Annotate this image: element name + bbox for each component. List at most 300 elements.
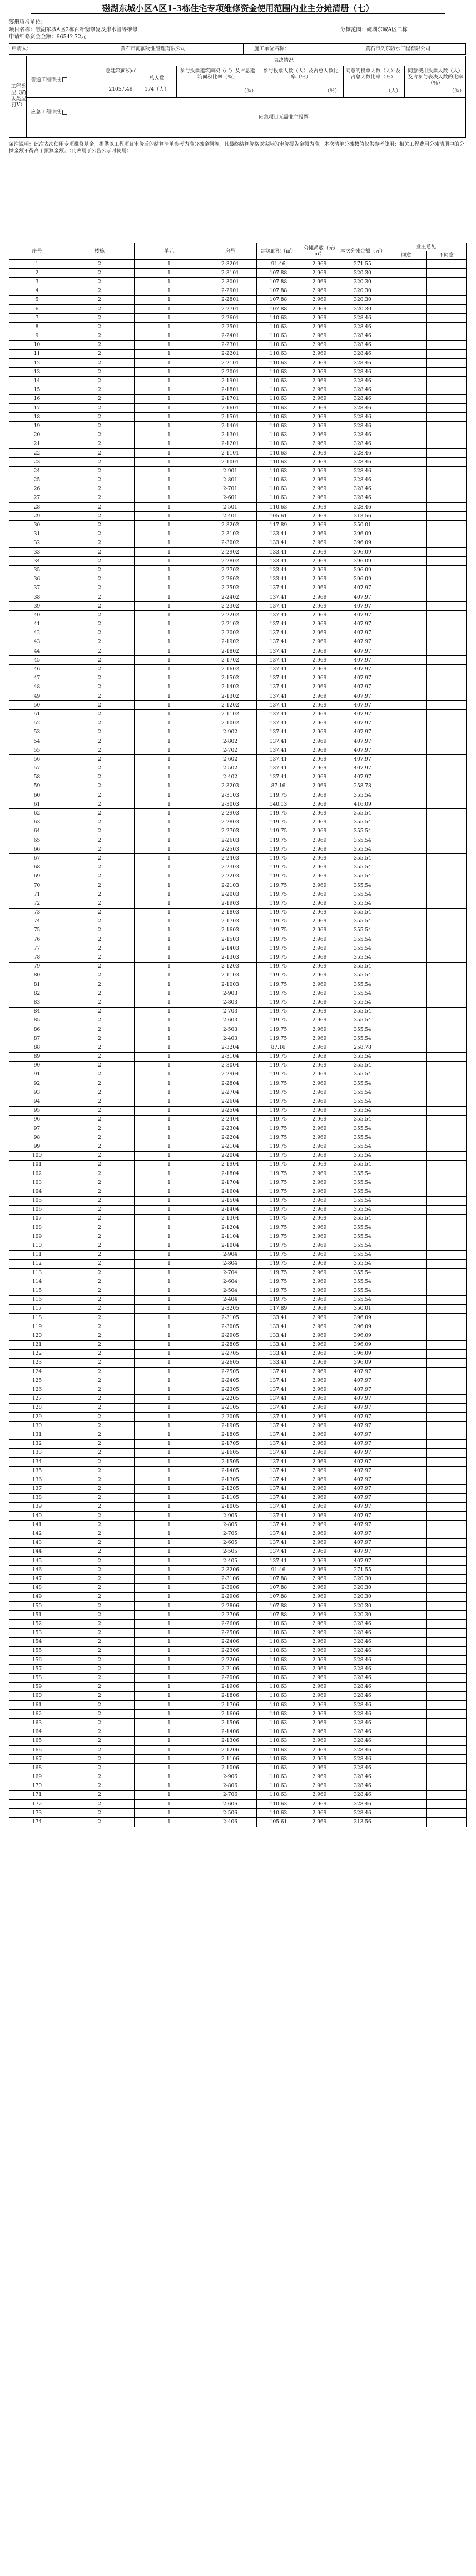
cell-agree[interactable]	[386, 1349, 427, 1358]
cell-disagree[interactable]	[427, 836, 467, 845]
cell-disagree[interactable]	[427, 683, 467, 692]
cell-agree[interactable]	[386, 1467, 427, 1475]
cell-agree[interactable]	[386, 1502, 427, 1511]
cell-disagree[interactable]	[427, 1340, 467, 1349]
cell-disagree[interactable]	[427, 323, 467, 332]
cell-agree[interactable]	[386, 1557, 427, 1566]
cell-disagree[interactable]	[427, 755, 467, 764]
cell-disagree[interactable]	[427, 710, 467, 719]
cell-disagree[interactable]	[427, 998, 467, 1007]
cell-agree[interactable]	[386, 827, 427, 836]
cell-disagree[interactable]	[427, 629, 467, 638]
cell-agree[interactable]	[386, 674, 427, 683]
cell-agree[interactable]	[386, 656, 427, 665]
cell-agree[interactable]	[386, 908, 427, 917]
type-normal-option[interactable]	[29, 77, 68, 83]
cell-agree[interactable]	[386, 944, 427, 953]
cell-agree[interactable]	[386, 881, 427, 890]
cell-agree[interactable]	[386, 458, 427, 467]
cell-agree[interactable]	[386, 1025, 427, 1034]
cell-agree[interactable]	[386, 1016, 427, 1025]
cell-agree[interactable]	[386, 1052, 427, 1061]
cell-agree[interactable]	[386, 1304, 427, 1313]
cell-disagree[interactable]	[427, 476, 467, 485]
cell-disagree[interactable]	[427, 1097, 467, 1106]
cell-disagree[interactable]	[427, 1529, 467, 1538]
cell-agree[interactable]	[386, 1151, 427, 1160]
cell-disagree[interactable]	[427, 1088, 467, 1097]
cell-agree[interactable]	[386, 521, 427, 530]
cell-agree[interactable]	[386, 1061, 427, 1070]
cell-agree[interactable]	[386, 629, 427, 638]
cell-disagree[interactable]	[427, 575, 467, 584]
cell-agree[interactable]	[386, 1187, 427, 1196]
cell-disagree[interactable]	[427, 349, 467, 358]
cell-disagree[interactable]	[427, 530, 467, 539]
cell-agree[interactable]	[386, 1340, 427, 1349]
cell-agree[interactable]	[386, 998, 427, 1007]
cell-disagree[interactable]	[427, 674, 467, 683]
cell-agree[interactable]	[386, 287, 427, 295]
cell-agree[interactable]	[386, 1745, 427, 1754]
cell-agree[interactable]	[386, 773, 427, 782]
cell-agree[interactable]	[386, 1755, 427, 1764]
cell-disagree[interactable]	[427, 1665, 467, 1674]
cell-disagree[interactable]	[427, 1385, 467, 1394]
cell-agree[interactable]	[386, 278, 427, 287]
cell-disagree[interactable]	[427, 1736, 467, 1745]
cell-agree[interactable]	[386, 332, 427, 340]
cell-agree[interactable]	[386, 1512, 427, 1521]
cell-agree[interactable]	[386, 764, 427, 773]
cell-disagree[interactable]	[427, 1439, 467, 1448]
cell-agree[interactable]	[386, 386, 427, 394]
cell-agree[interactable]	[386, 1403, 427, 1412]
cell-disagree[interactable]	[427, 602, 467, 611]
cell-agree[interactable]	[386, 503, 427, 512]
cell-agree[interactable]	[386, 476, 427, 485]
cell-disagree[interactable]	[427, 404, 467, 413]
cell-disagree[interactable]	[427, 1682, 467, 1691]
cell-agree[interactable]	[386, 926, 427, 935]
cell-disagree[interactable]	[427, 719, 467, 728]
cell-agree[interactable]	[386, 1439, 427, 1448]
cell-disagree[interactable]	[427, 854, 467, 863]
cell-disagree[interactable]	[427, 746, 467, 755]
cell-agree[interactable]	[386, 1269, 427, 1277]
cell-agree[interactable]	[386, 710, 427, 719]
cell-disagree[interactable]	[427, 1079, 467, 1088]
cell-agree[interactable]	[386, 1448, 427, 1457]
cell-disagree[interactable]	[427, 1538, 467, 1547]
cell-disagree[interactable]	[427, 1601, 467, 1610]
cell-agree[interactable]	[386, 1394, 427, 1403]
cell-agree[interactable]	[386, 602, 427, 611]
cell-agree[interactable]	[386, 647, 427, 656]
cell-agree[interactable]	[386, 620, 427, 629]
cell-agree[interactable]	[386, 1475, 427, 1484]
cell-disagree[interactable]	[427, 1728, 467, 1736]
cell-agree[interactable]	[386, 467, 427, 476]
cell-agree[interactable]	[386, 1521, 427, 1529]
cell-agree[interactable]	[386, 548, 427, 557]
cell-disagree[interactable]	[427, 935, 467, 944]
cell-disagree[interactable]	[427, 953, 467, 962]
cell-agree[interactable]	[386, 422, 427, 431]
cell-agree[interactable]	[386, 1322, 427, 1331]
cell-disagree[interactable]	[427, 1800, 467, 1809]
cell-agree[interactable]	[386, 1097, 427, 1106]
cell-agree[interactable]	[386, 683, 427, 692]
type-emergency-checkbox[interactable]	[62, 110, 67, 115]
cell-agree[interactable]	[386, 611, 427, 620]
cell-agree[interactable]	[386, 1034, 427, 1043]
cell-agree[interactable]	[386, 971, 427, 980]
cell-disagree[interactable]	[427, 1169, 467, 1178]
cell-agree[interactable]	[386, 1007, 427, 1016]
cell-disagree[interactable]	[427, 1052, 467, 1061]
cell-disagree[interactable]	[427, 386, 467, 394]
cell-agree[interactable]	[386, 1529, 427, 1538]
cell-disagree[interactable]	[427, 1502, 467, 1511]
cell-agree[interactable]	[386, 314, 427, 323]
cell-agree[interactable]	[386, 1484, 427, 1493]
cell-disagree[interactable]	[427, 818, 467, 827]
cell-disagree[interactable]	[427, 944, 467, 953]
cell-agree[interactable]	[386, 1178, 427, 1187]
cell-disagree[interactable]	[427, 1430, 467, 1439]
cell-disagree[interactable]	[427, 1241, 467, 1250]
cell-agree[interactable]	[386, 899, 427, 908]
cell-disagree[interactable]	[427, 1656, 467, 1665]
cell-agree[interactable]	[386, 1079, 427, 1088]
cell-disagree[interactable]	[427, 971, 467, 980]
cell-disagree[interactable]	[427, 278, 467, 287]
cell-disagree[interactable]	[427, 422, 467, 431]
cell-disagree[interactable]	[427, 1223, 467, 1232]
cell-disagree[interactable]	[427, 1512, 467, 1521]
cell-disagree[interactable]	[427, 1034, 467, 1043]
cell-agree[interactable]	[386, 728, 427, 737]
cell-agree[interactable]	[386, 638, 427, 647]
cell-agree[interactable]	[386, 962, 427, 971]
cell-disagree[interactable]	[427, 1043, 467, 1052]
cell-agree[interactable]	[386, 448, 427, 457]
cell-agree[interactable]	[386, 755, 427, 764]
cell-disagree[interactable]	[427, 1475, 467, 1484]
cell-disagree[interactable]	[427, 899, 467, 908]
cell-agree[interactable]	[386, 1160, 427, 1169]
cell-disagree[interactable]	[427, 1205, 467, 1214]
cell-disagree[interactable]	[427, 1376, 467, 1385]
cell-disagree[interactable]	[427, 1133, 467, 1142]
cell-agree[interactable]	[386, 845, 427, 854]
cell-disagree[interactable]	[427, 764, 467, 773]
cell-agree[interactable]	[386, 1674, 427, 1682]
cell-agree[interactable]	[386, 1133, 427, 1142]
cell-agree[interactable]	[386, 1241, 427, 1250]
cell-disagree[interactable]	[427, 1493, 467, 1502]
cell-agree[interactable]	[386, 737, 427, 746]
cell-disagree[interactable]	[427, 1259, 467, 1268]
cell-disagree[interactable]	[427, 1521, 467, 1529]
cell-agree[interactable]	[386, 692, 427, 701]
cell-disagree[interactable]	[427, 980, 467, 989]
cell-agree[interactable]	[386, 1701, 427, 1710]
cell-agree[interactable]	[386, 1070, 427, 1079]
cell-agree[interactable]	[386, 1691, 427, 1700]
cell-disagree[interactable]	[427, 656, 467, 665]
cell-disagree[interactable]	[427, 1592, 467, 1601]
cell-agree[interactable]	[386, 349, 427, 358]
cell-disagree[interactable]	[427, 458, 467, 467]
cell-agree[interactable]	[386, 494, 427, 502]
cell-disagree[interactable]	[427, 845, 467, 854]
cell-agree[interactable]	[386, 746, 427, 755]
cell-disagree[interactable]	[427, 1115, 467, 1124]
cell-agree[interactable]	[386, 1286, 427, 1295]
cell-disagree[interactable]	[427, 809, 467, 818]
cell-agree[interactable]	[386, 1413, 427, 1422]
cell-disagree[interactable]	[427, 1484, 467, 1493]
cell-agree[interactable]	[386, 1782, 427, 1790]
cell-agree[interactable]	[386, 1790, 427, 1799]
cell-agree[interactable]	[386, 1457, 427, 1466]
cell-agree[interactable]	[386, 1620, 427, 1628]
cell-agree[interactable]	[386, 1232, 427, 1241]
cell-agree[interactable]	[386, 1106, 427, 1115]
cell-disagree[interactable]	[427, 539, 467, 547]
cell-disagree[interactable]	[427, 1142, 467, 1151]
cell-disagree[interactable]	[427, 890, 467, 899]
cell-disagree[interactable]	[427, 1313, 467, 1322]
cell-disagree[interactable]	[427, 1674, 467, 1682]
cell-disagree[interactable]	[427, 1422, 467, 1430]
cell-agree[interactable]	[386, 593, 427, 601]
cell-agree[interactable]	[386, 1250, 427, 1259]
cell-disagree[interactable]	[427, 1295, 467, 1304]
cell-agree[interactable]	[386, 1169, 427, 1178]
cell-disagree[interactable]	[427, 314, 467, 323]
cell-agree[interactable]	[386, 1214, 427, 1223]
cell-agree[interactable]	[386, 1665, 427, 1674]
cell-disagree[interactable]	[427, 1646, 467, 1655]
cell-disagree[interactable]	[427, 1349, 467, 1358]
cell-agree[interactable]	[386, 917, 427, 926]
cell-disagree[interactable]	[427, 269, 467, 278]
cell-agree[interactable]	[386, 809, 427, 818]
cell-disagree[interactable]	[427, 782, 467, 791]
cell-agree[interactable]	[386, 539, 427, 547]
cell-disagree[interactable]	[427, 872, 467, 881]
cell-agree[interactable]	[386, 800, 427, 809]
cell-agree[interactable]	[386, 323, 427, 332]
cell-disagree[interactable]	[427, 1557, 467, 1566]
cell-agree[interactable]	[386, 1493, 427, 1502]
cell-agree[interactable]	[386, 1043, 427, 1052]
cell-agree[interactable]	[386, 1547, 427, 1556]
cell-disagree[interactable]	[427, 340, 467, 349]
cell-disagree[interactable]	[427, 926, 467, 935]
cell-agree[interactable]	[386, 530, 427, 539]
cell-disagree[interactable]	[427, 1566, 467, 1575]
cell-agree[interactable]	[386, 665, 427, 674]
cell-agree[interactable]	[386, 404, 427, 413]
cell-agree[interactable]	[386, 1628, 427, 1637]
cell-agree[interactable]	[386, 1818, 427, 1827]
cell-agree[interactable]	[386, 1385, 427, 1394]
cell-disagree[interactable]	[427, 394, 467, 403]
cell-agree[interactable]	[386, 512, 427, 521]
cell-agree[interactable]	[386, 1358, 427, 1367]
cell-disagree[interactable]	[427, 1394, 467, 1403]
cell-agree[interactable]	[386, 1538, 427, 1547]
cell-disagree[interactable]	[427, 701, 467, 710]
cell-agree[interactable]	[386, 1295, 427, 1304]
cell-agree[interactable]	[386, 413, 427, 422]
cell-disagree[interactable]	[427, 881, 467, 890]
cell-agree[interactable]	[386, 818, 427, 827]
cell-disagree[interactable]	[427, 1691, 467, 1700]
cell-agree[interactable]	[386, 890, 427, 899]
cell-agree[interactable]	[386, 1646, 427, 1655]
cell-disagree[interactable]	[427, 440, 467, 448]
cell-disagree[interactable]	[427, 377, 467, 386]
cell-agree[interactable]	[386, 1422, 427, 1430]
cell-disagree[interactable]	[427, 295, 467, 304]
cell-disagree[interactable]	[427, 1160, 467, 1169]
cell-disagree[interactable]	[427, 1232, 467, 1241]
cell-disagree[interactable]	[427, 1701, 467, 1710]
cell-agree[interactable]	[386, 1223, 427, 1232]
cell-disagree[interactable]	[427, 1575, 467, 1583]
cell-agree[interactable]	[386, 872, 427, 881]
cell-agree[interactable]	[386, 719, 427, 728]
cell-disagree[interactable]	[427, 1719, 467, 1728]
cell-agree[interactable]	[386, 782, 427, 791]
cell-disagree[interactable]	[427, 1628, 467, 1637]
cell-agree[interactable]	[386, 854, 427, 863]
cell-agree[interactable]	[386, 1611, 427, 1620]
cell-agree[interactable]	[386, 935, 427, 944]
cell-disagree[interactable]	[427, 791, 467, 800]
cell-agree[interactable]	[386, 1142, 427, 1151]
cell-disagree[interactable]	[427, 1016, 467, 1025]
cell-disagree[interactable]	[427, 260, 467, 269]
cell-agree[interactable]	[386, 269, 427, 278]
cell-agree[interactable]	[386, 989, 427, 998]
cell-disagree[interactable]	[427, 1620, 467, 1628]
cell-disagree[interactable]	[427, 1322, 467, 1331]
cell-disagree[interactable]	[427, 1413, 467, 1422]
cell-agree[interactable]	[386, 1656, 427, 1665]
cell-disagree[interactable]	[427, 1448, 467, 1457]
cell-disagree[interactable]	[427, 1764, 467, 1773]
cell-agree[interactable]	[386, 377, 427, 386]
cell-disagree[interactable]	[427, 1611, 467, 1620]
cell-agree[interactable]	[386, 1637, 427, 1646]
cell-agree[interactable]	[386, 1764, 427, 1773]
cell-agree[interactable]	[386, 1575, 427, 1583]
cell-agree[interactable]	[386, 701, 427, 710]
cell-disagree[interactable]	[427, 962, 467, 971]
cell-disagree[interactable]	[427, 917, 467, 926]
cell-agree[interactable]	[386, 485, 427, 494]
cell-disagree[interactable]	[427, 611, 467, 620]
cell-disagree[interactable]	[427, 863, 467, 872]
type-emergency-option[interactable]	[29, 110, 68, 116]
cell-disagree[interactable]	[427, 1151, 467, 1160]
cell-disagree[interactable]	[427, 1061, 467, 1070]
cell-disagree[interactable]	[427, 494, 467, 502]
cell-agree[interactable]	[386, 368, 427, 377]
cell-agree[interactable]	[386, 953, 427, 962]
cell-disagree[interactable]	[427, 1331, 467, 1340]
cell-agree[interactable]	[386, 1259, 427, 1268]
cell-disagree[interactable]	[427, 1368, 467, 1376]
cell-disagree[interactable]	[427, 1755, 467, 1764]
cell-disagree[interactable]	[427, 1070, 467, 1079]
cell-agree[interactable]	[386, 295, 427, 304]
cell-agree[interactable]	[386, 1124, 427, 1133]
cell-disagree[interactable]	[427, 1773, 467, 1782]
cell-disagree[interactable]	[427, 1583, 467, 1592]
cell-disagree[interactable]	[427, 521, 467, 530]
cell-agree[interactable]	[386, 440, 427, 448]
cell-disagree[interactable]	[427, 800, 467, 809]
cell-disagree[interactable]	[427, 1304, 467, 1313]
cell-disagree[interactable]	[427, 1025, 467, 1034]
cell-disagree[interactable]	[427, 1214, 467, 1223]
cell-agree[interactable]	[386, 394, 427, 403]
cell-agree[interactable]	[386, 1809, 427, 1818]
cell-disagree[interactable]	[427, 503, 467, 512]
cell-agree[interactable]	[386, 1682, 427, 1691]
cell-disagree[interactable]	[427, 332, 467, 340]
cell-disagree[interactable]	[427, 1196, 467, 1205]
cell-disagree[interactable]	[427, 620, 467, 629]
cell-disagree[interactable]	[427, 1178, 467, 1187]
cell-disagree[interactable]	[427, 1358, 467, 1367]
cell-disagree[interactable]	[427, 1547, 467, 1556]
cell-agree[interactable]	[386, 1088, 427, 1097]
cell-disagree[interactable]	[427, 1809, 467, 1818]
cell-agree[interactable]	[386, 863, 427, 872]
cell-agree[interactable]	[386, 304, 427, 313]
cell-disagree[interactable]	[427, 287, 467, 295]
cell-agree[interactable]	[386, 1566, 427, 1575]
cell-agree[interactable]	[386, 359, 427, 368]
cell-agree[interactable]	[386, 1205, 427, 1214]
cell-disagree[interactable]	[427, 1106, 467, 1115]
cell-agree[interactable]	[386, 1196, 427, 1205]
cell-agree[interactable]	[386, 1710, 427, 1719]
cell-disagree[interactable]	[427, 1745, 467, 1754]
cell-agree[interactable]	[386, 340, 427, 349]
cell-disagree[interactable]	[427, 1790, 467, 1799]
cell-agree[interactable]	[386, 980, 427, 989]
cell-disagree[interactable]	[427, 467, 467, 476]
cell-disagree[interactable]	[427, 1403, 467, 1412]
cell-agree[interactable]	[386, 1736, 427, 1745]
cell-disagree[interactable]	[427, 827, 467, 836]
cell-disagree[interactable]	[427, 1286, 467, 1295]
cell-disagree[interactable]	[427, 448, 467, 457]
cell-disagree[interactable]	[427, 728, 467, 737]
cell-disagree[interactable]	[427, 908, 467, 917]
cell-agree[interactable]	[386, 791, 427, 800]
cell-disagree[interactable]	[427, 737, 467, 746]
